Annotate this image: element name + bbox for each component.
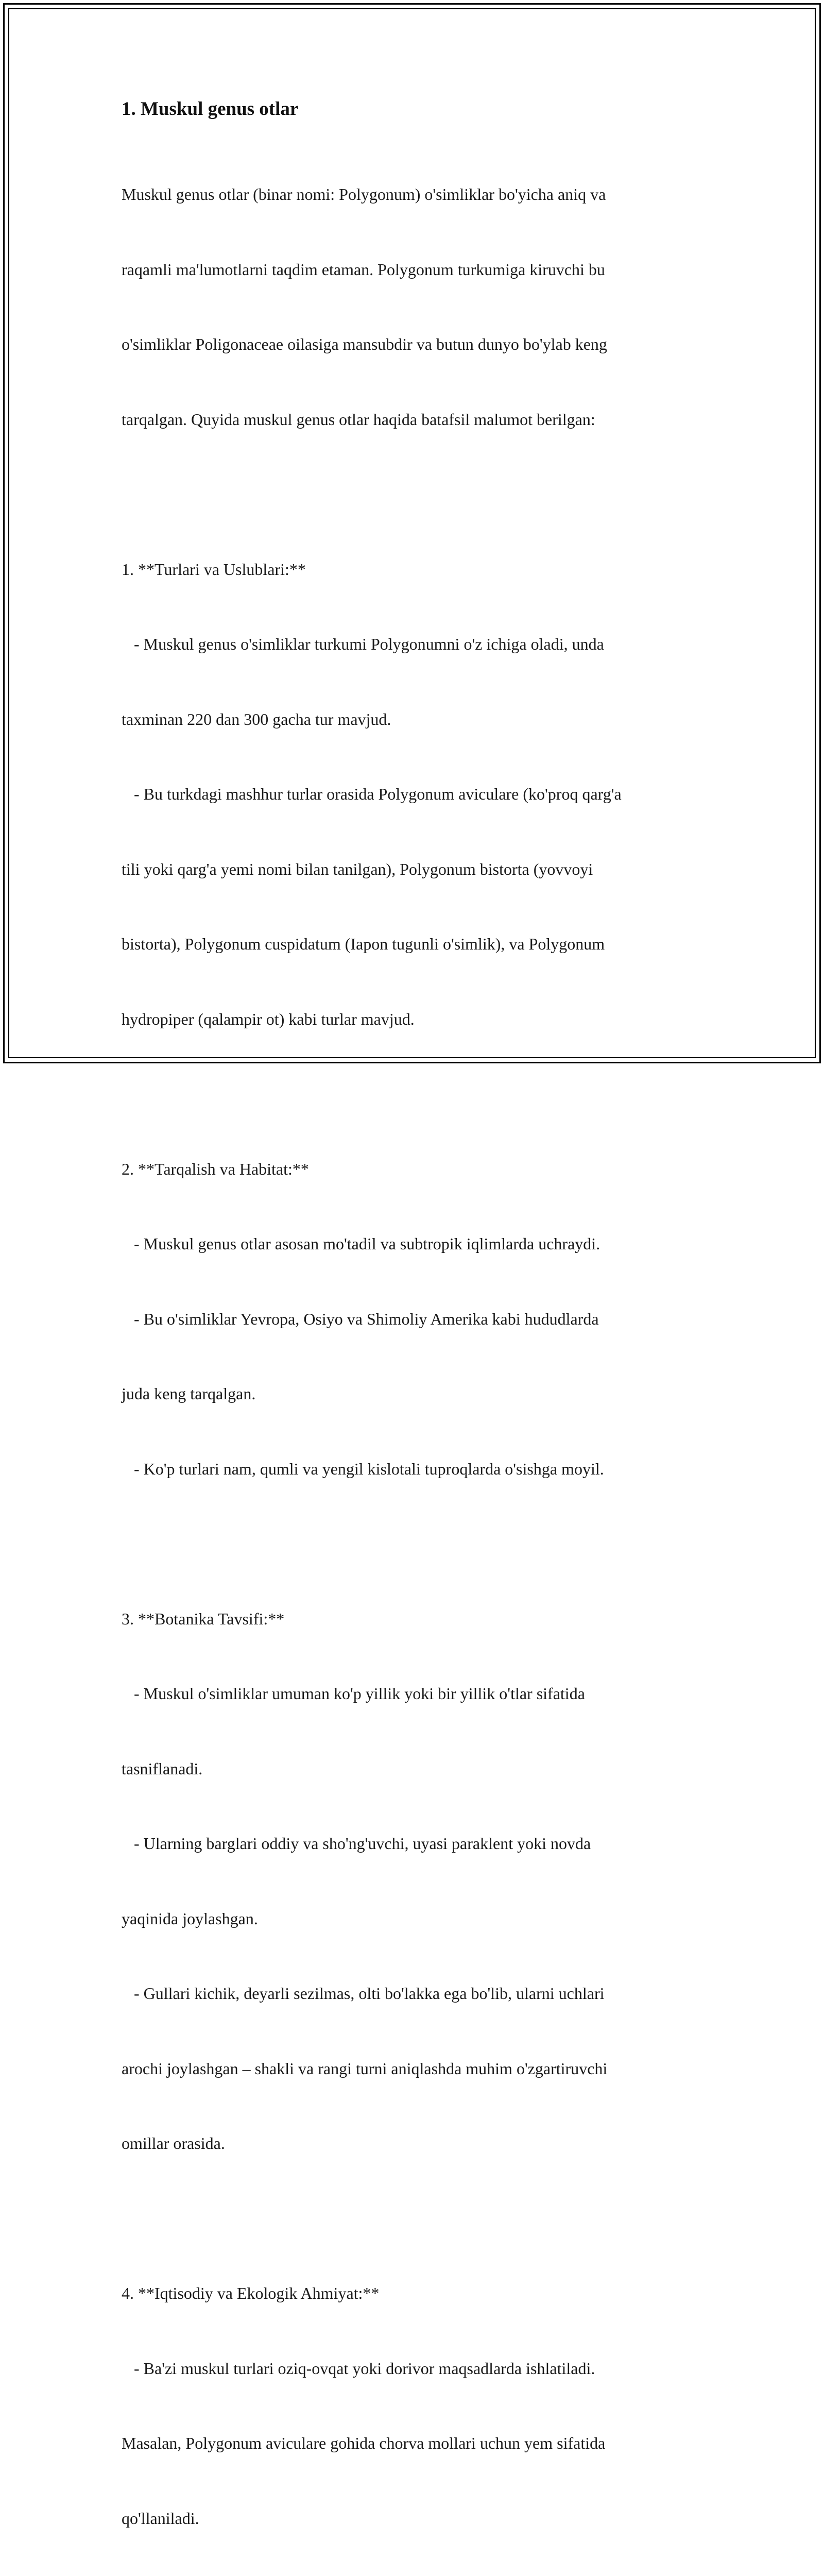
text-line: - Ularning barglari oddiy va sho'ng'uvchi, uyasi paraklent yoki novda xyxy=(122,1834,591,1853)
text-line: hydropiper (qalampir ot) kabi turlar mavjud. xyxy=(122,1009,415,1028)
blank-line xyxy=(122,2206,714,2231)
text-line: omillar orasida. xyxy=(122,2134,225,2153)
text-line: tili yoki qarg'a yemi nomi bilan tanilgan), Polygonum bistorta (yovvoyi xyxy=(122,859,593,878)
text-line: Masalan, Polygonum aviculare gohida chorva mollari uchun yem sifatida xyxy=(122,2434,606,2452)
text-line: juda keng tarqalgan. xyxy=(122,1384,256,1403)
section-heading: 1. **Turlari va Uslublari:** xyxy=(122,560,306,579)
text-line: o'simliklar Poligonaceae oilasiga mansubdir va butun dunyo bo'ylab keng xyxy=(122,335,607,353)
text-line: tarqalgan. Quyida muskul genus otlar haqida batafsil malumot berilgan: xyxy=(122,410,595,429)
text-line: yaqinida joylashgan. xyxy=(122,1909,258,1928)
page-heading: 1. Muskul genus otlar xyxy=(122,98,299,120)
section-heading: 3. **Botanika Tavsifi:** xyxy=(122,1609,285,1628)
body-text xyxy=(122,132,714,2576)
text-line: qo'llaniladi. xyxy=(122,2509,199,2528)
text-line: - Gullari kichik, deyarli sezilmas, olti bo'lakka ega bo'lib, ularni uchlari xyxy=(122,1984,605,2003)
text-line: tasniflanadi. xyxy=(122,1759,203,1778)
text-line: raqamli ma'lumotlarni taqdim etaman. Polygonum turkumiga kiruvchi bu xyxy=(122,260,605,279)
blank-line xyxy=(122,482,714,507)
text-line: - Muskul o'simliklar umuman ko'p yillik yoki bir yillik o'tlar sifatida xyxy=(122,1684,585,1703)
document-body xyxy=(122,95,714,2576)
text-line: taxminan 220 dan 300 gacha tur mavjud. xyxy=(122,709,391,728)
text-line: bistorta), Polygonum cuspidatum (Iapon tugunli o'simlik), va Polygonum xyxy=(122,935,605,953)
text-line: - Ko'p turlari nam, qumli va yengil kislotali tuproqlarda o'sishga moyil. xyxy=(122,1459,604,1478)
text-line: - Bu o'simliklar Yevropa, Osiyo va Shimoliy Amerika kabi hududlarda xyxy=(122,1309,599,1328)
text-line: arochi joylashgan – shakli va rangi turni aniqlashda muhim o'zgartiruvchi xyxy=(122,2059,608,2078)
text-line: - Ba'zi muskul turlari oziq-ovqat yoki dorivor maqsadlarda ishlatiladi. xyxy=(122,2359,595,2378)
text-line: Muskul genus otlar (binar nomi: Polygonum) o'simliklar bo'yicha aniq va xyxy=(122,185,606,204)
blank-line xyxy=(122,1531,714,1556)
text-line: - Muskul genus o'simliklar turkumi Polygonumni o'z ichiga oladi, unda xyxy=(122,635,604,653)
text-line: - Muskul genus otlar asosan mo'tadil va subtropik iqlimlarda uchraydi. xyxy=(122,1234,600,1253)
blank-line xyxy=(122,1081,714,1107)
text-line: - Bu turkdagi mashhur turlar orasida Polygonum aviculare (ko'proq qarg'a xyxy=(122,785,622,803)
section-heading: 4. **Iqtisodiy va Ekologik Ahmiyat:** xyxy=(122,2284,380,2302)
section-heading: 2. **Tarqalish va Habitat:** xyxy=(122,1159,309,1178)
